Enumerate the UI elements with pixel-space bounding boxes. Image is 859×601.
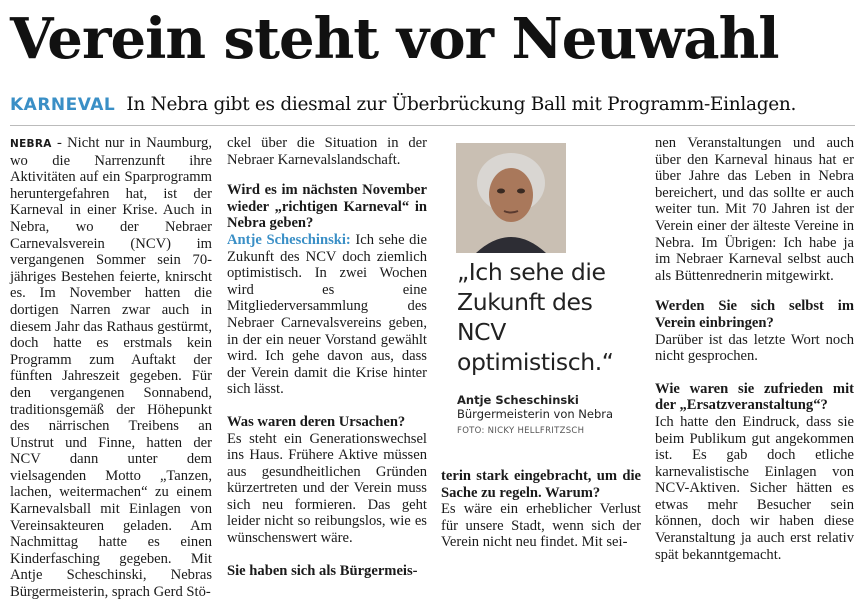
quote-attribution-role: Bürgermeisterin von Nebra: [457, 407, 614, 421]
pull-quote: „Ich sehe die Zukunft des NCV optimistisch.“: [457, 258, 614, 376]
interview-answer: [227, 232, 427, 398]
article-column-2: [227, 135, 427, 579]
interview-answer: Darüber ist das letzte Wort noch nicht gesprochen.: [655, 331, 854, 365]
interview-question: Was waren deren Ursachen?: [227, 413, 406, 430]
article-headline: Verein steht vor Neuwahl: [10, 6, 779, 72]
dateline: NEBRA: [10, 138, 52, 150]
article-column-4: [655, 135, 854, 563]
portrait-photo: [456, 143, 566, 253]
article-deck: In Nebra gibt es diesmal zur Überbrückung Ball mit Programm-Einlagen.: [126, 94, 797, 115]
interview-answer: nen Veranstaltungen und auch über den Karneval hinaus hat er über Jahre das Leben in Nebra bereichert, und das sollte er auch weiter tun. Mit 70 Jahren ist der Verein einer der älteste Vereine in Nebra. Im Übrigen: Ich habe ja im Nebraer Karneval selbst auch als Büttenrednerin mitgewirkt.: [655, 135, 854, 284]
article-column-3: [441, 468, 641, 551]
lead-paragraph: [10, 135, 212, 601]
photo-credit: FOTO: NICKY HELLFRITZSCH: [457, 426, 585, 436]
answer-text: Ich sehe die Zukunft des NCV doch ziemlich optimistisch. In zwei Wochen wird es eine Mitgliederversammlung des Nebraer Carnevalsvereins geben, in der ein neuer Vorstand gewählt wird. Ich gehe davon aus, dass der Verein damit die Krise hinter sich lässt.: [227, 231, 427, 398]
article-subline: [10, 94, 855, 124]
paragraph: ckel über die Situation in der Nebraer Karnevalslandschaft.: [227, 135, 427, 168]
speaker-name: Antje Scheschinski:: [227, 231, 351, 248]
quote-attribution-name: Antje Scheschinski: [457, 393, 579, 407]
interview-question: terin stark eingebracht, um die Sache zu regeln. Warum?: [441, 468, 641, 501]
lead-text: - Nicht nur in Naumburg, wo die Narrenzunft ihre Aktivitäten auf ein Sparprogramm heruntergefahren hat, ist der Karneval in einer Krise. Auch in Nebra, wo der Nebraer Carnevalsverein (NCV) im vergangenen Sommer sein 70-jähriges Bestehen feierte, knirscht es. Im November hatten die dortigen Narren zwar auch in diesem Jahr das Rathaus gestürmt, doch hatte es erstmals kein Programm zum Auftakt der fünften Jahreszeit gegeben. Für den vergangenen Sonnabend, traditionsgemäß der Höhepunkt des närrischen Treibens an Unstrut und Finne, hatten der NCV dann unter dem vielsagenden Motto „Tanzen, lachen, weitermachen“ zu einem Karnevalsball mit Einlagen von Vereinsakteuren geladen. Am Nachmittag hatte es einen Kinderfasching gegeben. Mit Antje Scheschinski, Nebras Bürgermeisterin, sprach Gerd Stö-: [10, 135, 212, 601]
header-rule: [10, 125, 855, 126]
interview-answer: Es steht ein Generationswechsel ins Haus. Frühere Aktive müssen aus gesundheitlichen Gründen kürzertreten und der Verein muss sich neu formieren. Das geht leider nicht so reibungslos, wie es wünschenswert wäre.: [227, 430, 427, 547]
interview-answer: Ich hatte den Eindruck, dass sie beim Publikum gut angekommen ist. Es gab doch etliche karnevalistische Einlagen von NCV-Aktiven. Sicher hätten es etwas mehr Besucher sein können, doch wir haben diese Veranstaltung ja auch erst relativ spät bekanntgemacht.: [655, 413, 854, 563]
portrait-image: [456, 143, 566, 253]
interview-question: Sie haben sich als Bürgermeis-: [227, 562, 418, 579]
interview-question: Wie waren sie zufrieden mit der „Ersatzveranstaltung“?: [655, 380, 854, 414]
kicker-label: KARNEVAL: [10, 95, 116, 115]
article-column-1: [10, 135, 212, 601]
interview-question: Wird es im nächsten November wieder „richtigen Karneval“ in Nebra geben?: [227, 182, 427, 232]
interview-question: Werden Sie sich selbst im Verein einbringen?: [655, 298, 854, 331]
interview-answer: Es wäre ein erheblicher Verlust für unsere Stadt, wenn sich der Verein nicht neu findet. Mit sei-: [441, 501, 641, 551]
